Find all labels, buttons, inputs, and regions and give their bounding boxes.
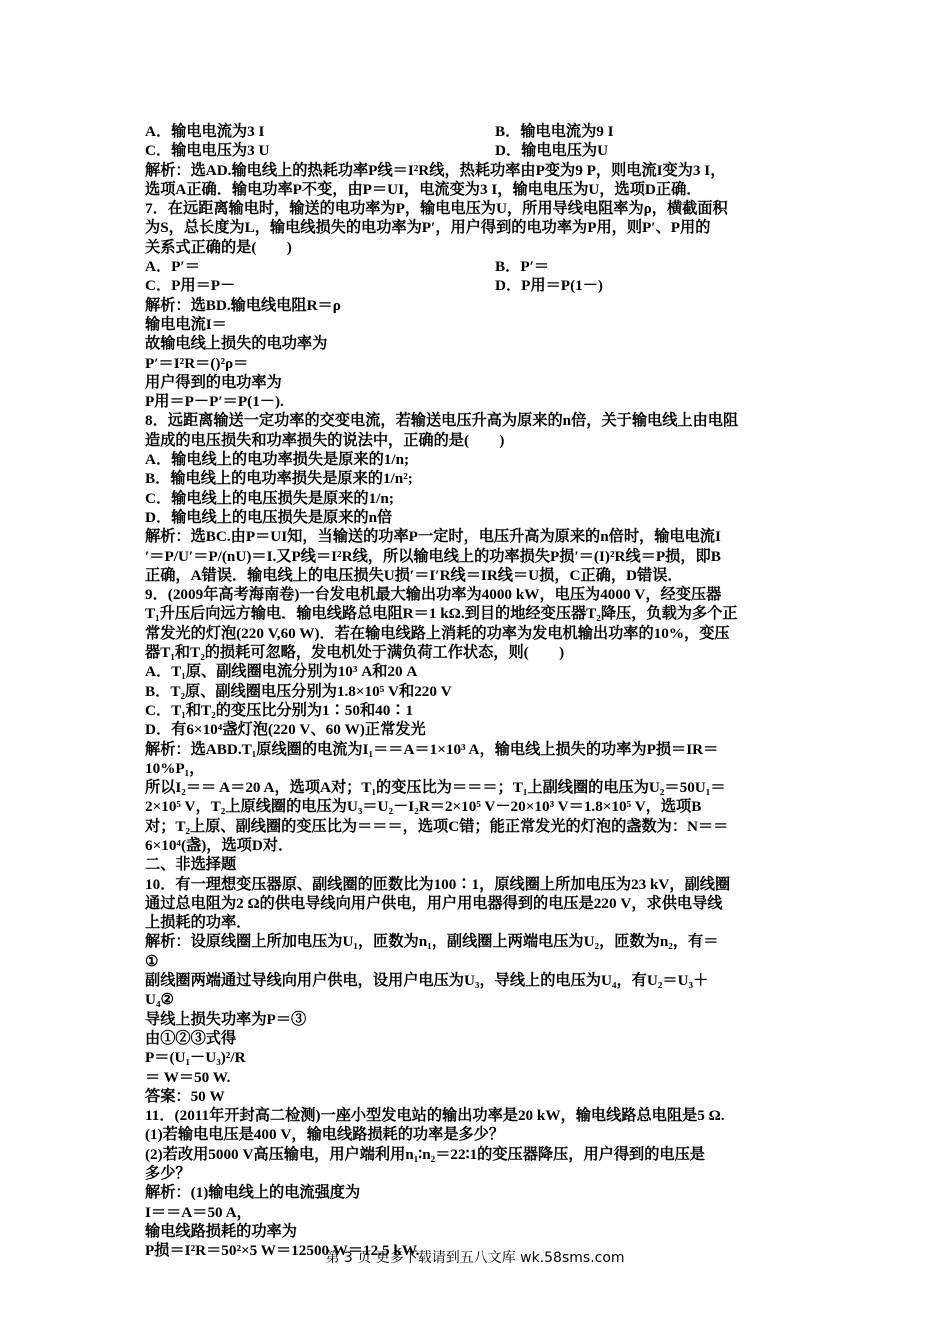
text-line: 由①②③式得: [145, 1029, 237, 1047]
option-d: D．P用＝P(1－): [495, 277, 603, 295]
text-line: 关系式正确的是( ): [145, 238, 292, 256]
option-a: A．P′＝: [145, 258, 200, 276]
text-line: ＝ W＝50 W.: [145, 1068, 231, 1086]
text-line: (2)若改用5000 V高压输电，用户端利用n₁∶n₂＝22∶1的变压器降压，用户得到的电压是: [145, 1145, 705, 1163]
option-row: [145, 141, 810, 160]
text-line: 解析：设原线圈上所加电压为U₁，匝数为n₁，副线圈上两端电压为U₂，匝数为n₂，有＝: [145, 933, 719, 951]
text-line: D．输电线上的电压损失是原来的n倍: [145, 508, 393, 526]
text-line: 常发光的灯泡(220 V,60 W)．若在输电线路上消耗的功率为发电机输出功率的10%，变压: [145, 624, 730, 642]
text-line: 9．(2009年高考海南卷)一台发电机最大输出功率为4000 kW，电压为4000 V，经变压器: [145, 586, 722, 604]
text-line: ①: [145, 952, 159, 970]
text-line: 7．在远距离输电时，输送的电功率为P，输电电压为U，所用导线电阻率为ρ，横截面积: [145, 200, 728, 218]
text-line: C．T₁和T₂的变压比分别为1∶50和40∶1: [145, 701, 414, 719]
text-line: 所以I₂＝＝ A＝20 A，选项A对；T₁的变压比为＝＝＝；T₁上副线圈的电压为U₂＝50U₁＝: [145, 779, 726, 797]
text-line: 2×10⁵ V，T₂上原线圈的电压为U₃＝U₂－I₂R＝2×10⁵ V－20×10³ V＝1.8×10⁵ V，选项B: [145, 798, 702, 816]
option-row: [145, 276, 810, 295]
text-line: D．有6×10⁴盏灯泡(220 V、60 W)正常发光: [145, 721, 426, 739]
text-line: ′＝P/U′＝P/(nU)＝I.又P线＝I²R线，所以输电线上的功率损失P损′＝(I)²R线＝P损，即B: [145, 547, 721, 565]
text-line: 答案：50 W: [145, 1087, 225, 1105]
text-line: B．T₂原、副线圈电压分别为1.8×10⁵ V和220 V: [145, 682, 452, 700]
text-line: A．输电线上的电功率损失是原来的1/n;: [145, 451, 410, 469]
text-line: 正确，A错误．输电线上的电压损失U损′＝I′R线＝IR线＝U损，C正确，D错误．: [145, 566, 683, 584]
text-line: 6×10⁴(盏)，选项D对．: [145, 836, 294, 854]
option-c: C．输电电压为3 U: [145, 142, 270, 160]
text-line: 选项A正确．输电功率P不变，由P＝UI，电流变为3 I，输电电压为U，选项D正确．: [145, 180, 702, 198]
text-line: 输电电流I＝: [145, 315, 227, 333]
option-b: B．P′＝: [495, 258, 550, 276]
text-line: 输电线路损耗的功率为: [145, 1222, 297, 1240]
option-row: [145, 257, 810, 276]
text-line: 11．(2011年开封高二检测)一座小型发电站的输出功率是20 kW，输电线路总电阻是5 Ω.: [145, 1107, 725, 1125]
option-b: B．输电电流为9 I: [495, 123, 614, 140]
option-a: A．输电电流为3 I: [145, 123, 265, 140]
text-line: A．T₁原、副线圈电流分别为10³ A和20 A: [145, 663, 418, 681]
option-d: D．输电电压为U: [495, 142, 609, 160]
text-line: 解析：选BC.由P＝UI知，当输送的功率P一定时，电压升高为原来的n倍时，输电电流I: [145, 528, 721, 546]
text-line: 解析：选BD.输电线电阻R＝ρ: [145, 296, 341, 314]
text-line: (1)若输电电压是400 V，输电线路损耗的功率是多少？: [145, 1126, 505, 1144]
text-block: [145, 296, 810, 1261]
text-line: P＝(U₁－U₃)²/R: [145, 1049, 246, 1067]
text-line: 造成的电压损失和功率损失的说法中，正确的是( ): [145, 431, 505, 449]
text-line: T₁升压后向远方输电．输电线路总电阻R＝1 kΩ.到目的地经变压器T₂降压，负载为多个正: [145, 605, 738, 623]
text-line: 副线圈两端通过导线向用户供电，设用户电压为U₃，导线上的电压为U₄，有U₂＝U₃＋: [145, 972, 709, 990]
text-line: B．输电线上的电功率损失是原来的1/n²;: [145, 470, 413, 488]
text-block: [145, 161, 810, 257]
page-footer: 第 3 页 更多下载请到五八文库 wk.58sms.com: [325, 1250, 625, 1266]
text-line: 通过总电阻为2 Ω的供电导线向用户供电，用户用电器得到的电压是220 V，求供电导线: [145, 894, 723, 912]
text-line: 故输电线上损失的电功率为: [145, 335, 328, 353]
text-line: 上损耗的功率．: [145, 914, 252, 932]
document-body: [145, 122, 810, 1261]
text-line: I＝＝A＝50 A，: [145, 1203, 252, 1221]
text-line: 解析：(1)输电线上的电流强度为: [145, 1184, 361, 1202]
text-line: 对；T₂上原、副线圈的变压比为＝＝＝，选项C错；能正常发光的灯泡的盏数为：N＝＝: [145, 817, 729, 835]
text-line: 为S，总长度为L，输电线损失的电功率为P′，用户得到的电功率为P用，则P′、P用的: [145, 219, 711, 237]
text-line: P用＝P－P′＝P(1－).: [145, 393, 284, 411]
text-line: P′＝I²R＝()²ρ＝: [145, 354, 249, 372]
text-line: C．输电线上的电压损失是原来的1/n;: [145, 489, 394, 507]
text-line: 导线上损失功率为P＝③: [145, 1010, 307, 1028]
text-line: 器T₁和T₂的损耗可忽略，发电机处于满负荷工作状态，则( ): [145, 644, 565, 662]
text-line: P损＝I²R＝50²×5 W＝12500 W＝12.5 kW.: [145, 1242, 420, 1260]
text-line: 多少？: [145, 1165, 191, 1183]
text-line: 10%P₁，: [145, 759, 205, 777]
text-line: 用户得到的电功率为: [145, 373, 282, 391]
text-line: 二、非选择题: [145, 856, 237, 874]
option-c: C．P用＝P－: [145, 277, 236, 295]
text-line: 10．有一理想变压器原、副线圈的匝数比为100∶1，原线圈上所加电压为23 kV，副线圈: [145, 875, 731, 893]
text-line: U₄②: [145, 991, 175, 1009]
option-row: [145, 122, 810, 141]
text-line: 8．远距离输送一定功率的交变电流，若输送电压升高为原来的n倍，关于输电线上由电阻: [145, 412, 739, 430]
text-line: 解析：选AD.输电线上的热耗功率P线＝I²R线，热耗功率由P变为9 P，则电流I变为3 I，: [145, 161, 726, 179]
text-line: 解析：选ABD.T₁原线圈的电流为I₁＝＝A＝1×10³ A，输电线上损失的功率为P损＝IR＝: [145, 740, 719, 758]
